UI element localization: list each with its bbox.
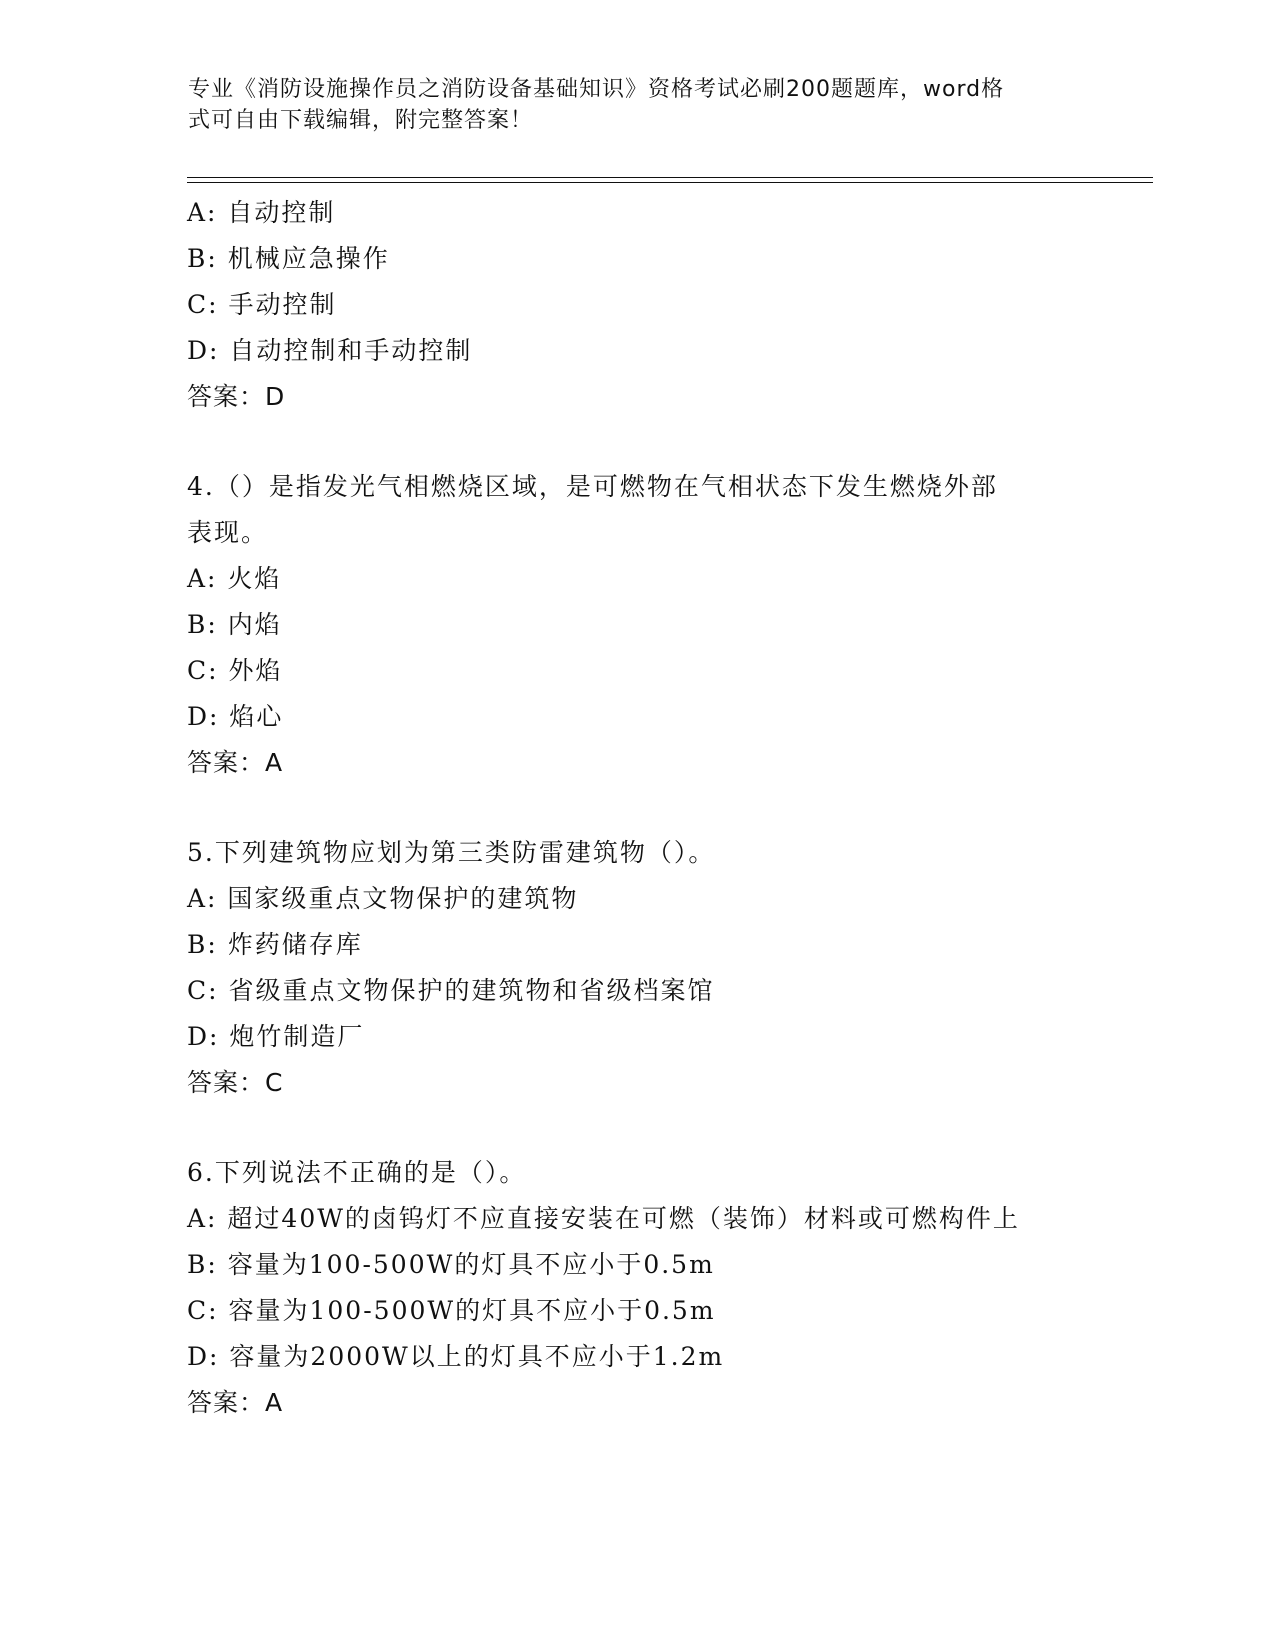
answer-line: 答案：C — [187, 1068, 284, 1097]
question-list — [187, 190, 1147, 1426]
option-b: B: 机械应急操作 — [187, 244, 390, 273]
question-5 — [187, 830, 1147, 1106]
option-c: C: 省级重点文物保护的建筑物和省级档案馆 — [187, 976, 715, 1005]
spacer — [187, 1106, 1147, 1150]
option-c: C: 手动控制 — [187, 290, 337, 319]
answer-line: 答案：D — [187, 382, 286, 411]
option-a: A: 国家级重点文物保护的建筑物 — [187, 884, 579, 913]
option-c: C: 容量为100-500W的灯具不应小于0.5m — [187, 1296, 716, 1325]
header-divider-top — [187, 177, 1153, 178]
document-header — [188, 74, 1068, 136]
option-d: D: 炮竹制造厂 — [187, 1022, 365, 1051]
option-a: A: 超过40W的卤钨灯不应直接安装在可燃（装饰）材料或可燃构件上 — [187, 1204, 1020, 1233]
spacer — [187, 420, 1147, 464]
option-d: D: 焰心 — [187, 702, 284, 731]
header-line-2: 式可自由下载编辑，附完整答案！ — [188, 108, 534, 133]
header-divider-bottom — [187, 182, 1153, 183]
question-stem: 6.下列说法不正确的是（）。 — [187, 1158, 527, 1187]
answer-line: 答案：A — [187, 748, 284, 777]
question-stem: 4.（）是指发光气相燃烧区域，是可燃物在气相状态下发生燃烧外部 — [187, 472, 998, 501]
option-a: A: 自动控制 — [187, 198, 336, 227]
question-4 — [187, 464, 1147, 786]
option-b: B: 容量为100-500W的灯具不应小于0.5m — [187, 1250, 715, 1279]
option-c: C: 外焰 — [187, 656, 283, 685]
option-b: B: 内焰 — [187, 610, 282, 639]
question-stem-continued: 表现。 — [187, 518, 269, 547]
answer-line: 答案：A — [187, 1388, 284, 1417]
spacer — [187, 786, 1147, 830]
option-b: B: 炸药储存库 — [187, 930, 363, 959]
question-3 — [187, 190, 1147, 420]
header-line-1: 专业《消防设施操作员之消防设备基础知识》资格考试必刷200题题库，word格 — [188, 77, 1005, 102]
question-6 — [187, 1150, 1147, 1426]
option-d: D: 自动控制和手动控制 — [187, 336, 473, 365]
question-stem: 5.下列建筑物应划为第三类防雷建筑物（）。 — [187, 838, 716, 867]
option-d: D: 容量为2000W以上的灯具不应小于1.2m — [187, 1342, 725, 1371]
option-a: A: 火焰 — [187, 564, 282, 593]
